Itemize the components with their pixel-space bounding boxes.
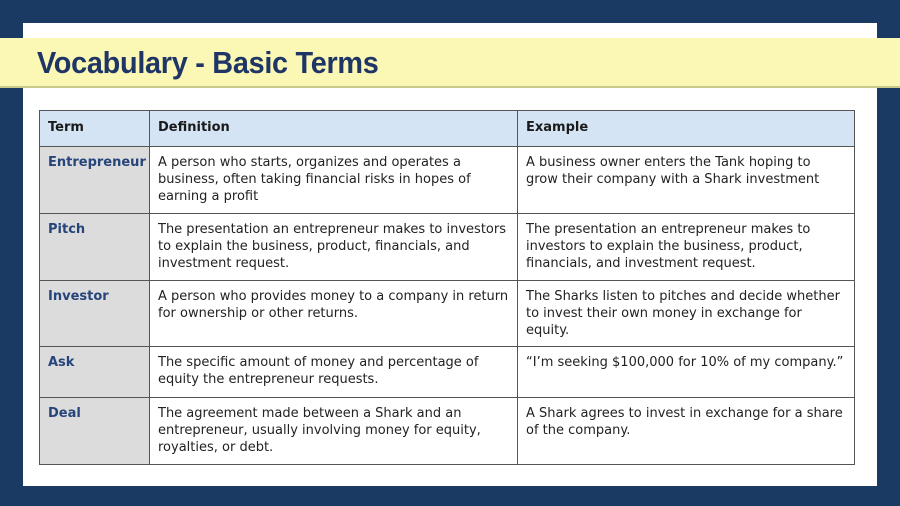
example-cell: A business owner enters the Tank hoping to grow their company with a Shark investment <box>518 147 855 214</box>
example-cell: A Shark agrees to invest in exchange for a share of the company. <box>518 398 855 465</box>
definition-cell: The specific amount of money and percentage of equity the entrepreneur requests. <box>150 347 518 398</box>
example-cell: The presentation an entrepreneur makes to investors to explain the business, product, financials, and investment request. <box>518 214 855 281</box>
table-header-row <box>40 111 855 147</box>
column-header-term: Term <box>40 111 150 147</box>
vocabulary-table <box>39 110 855 465</box>
page-title: Vocabulary - Basic Terms <box>37 45 379 80</box>
term-cell: Entrepreneur <box>40 147 150 214</box>
column-header-definition: Definition <box>150 111 518 147</box>
table-row <box>40 281 855 347</box>
table-row <box>40 147 855 214</box>
term-cell: Deal <box>40 398 150 465</box>
definition-cell: A person who starts, organizes and operates a business, often taking financial risks in hopes of earning a profit <box>150 147 518 214</box>
definition-cell: The agreement made between a Shark and an entrepreneur, usually involving money for equity, royalties, or debt. <box>150 398 518 465</box>
column-header-example: Example <box>518 111 855 147</box>
definition-cell: The presentation an entrepreneur makes to investors to explain the business, product, financials, and investment request. <box>150 214 518 281</box>
term-cell: Investor <box>40 281 150 347</box>
example-cell: The Sharks listen to pitches and decide whether to invest their own money in exchange for equity. <box>518 281 855 347</box>
table-row <box>40 398 855 465</box>
example-cell: “I’m seeking $100,000 for 10% of my company.” <box>518 347 855 398</box>
definition-cell: A person who provides money to a company in return for ownership or other returns. <box>150 281 518 347</box>
term-cell: Ask <box>40 347 150 398</box>
table-row <box>40 347 855 398</box>
term-cell: Pitch <box>40 214 150 281</box>
table-row <box>40 214 855 281</box>
